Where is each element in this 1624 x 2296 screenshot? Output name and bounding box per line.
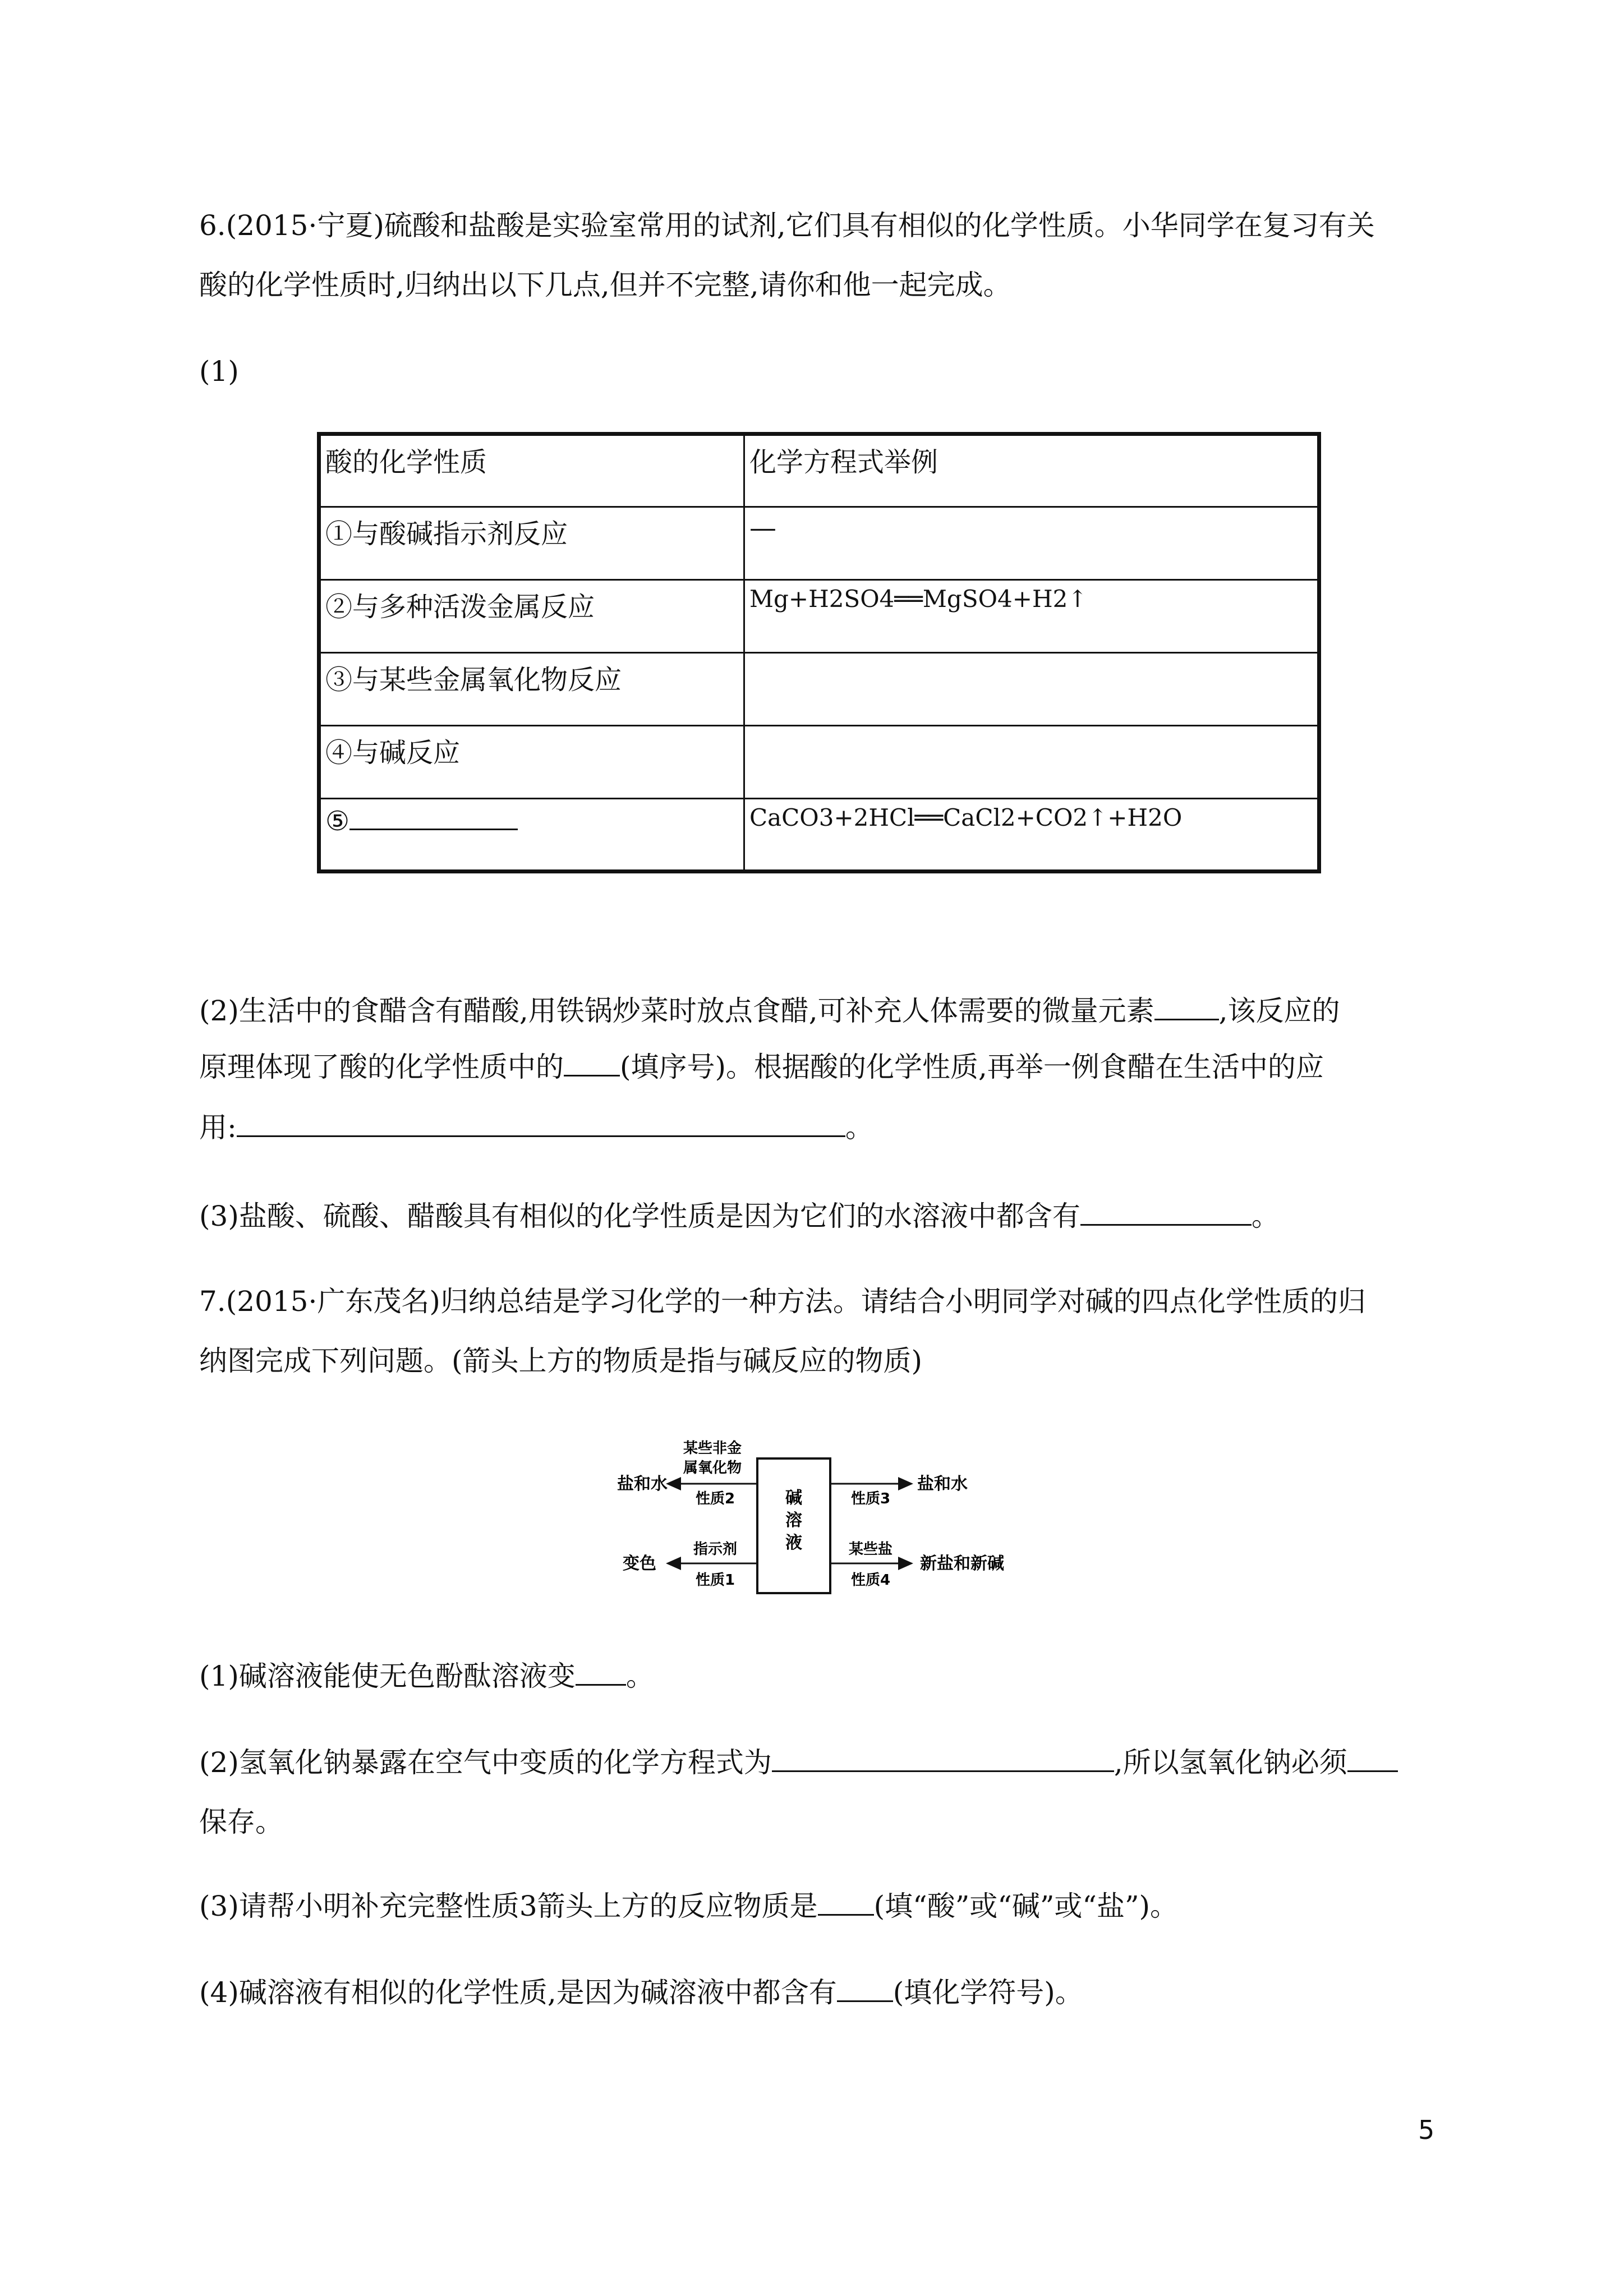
q7-part2-line1 xyxy=(199,1746,1398,1779)
answer-blank[interactable] xyxy=(576,1659,626,1686)
q7-part2-text: (2)氢氧化钠暴露在空气中变质的化学方程式为 xyxy=(199,1746,772,1779)
q6-part3 xyxy=(199,1199,1280,1233)
result-label: 变色 xyxy=(623,1554,656,1573)
q6-part2-text: (2)生活中的食醋含有醋酸,用铁锅炒菜时放点食醋,可补充人体需要的微量元素 xyxy=(199,995,1154,1027)
answer-blank[interactable] xyxy=(837,1976,893,2002)
property-cell: ①与酸碱指示剂反应 xyxy=(319,507,744,580)
q6-part1-label: (1) xyxy=(199,355,239,388)
q6-part2-line2 xyxy=(199,1050,1324,1084)
property-label: 性质3 xyxy=(850,1490,891,1507)
property-label: ⑤ xyxy=(325,806,350,837)
q7-part2-line2: 保存。 xyxy=(199,1806,283,1838)
q6-part2-line3 xyxy=(199,1111,873,1144)
q6-part2-text: 用: xyxy=(199,1111,237,1144)
property-label: 性质2 xyxy=(695,1490,735,1507)
q7-part1 xyxy=(199,1659,654,1693)
answer-blank[interactable] xyxy=(564,1050,620,1076)
equation-cell xyxy=(744,799,1319,872)
q7-part1-text: (1)碱溶液能使无色酚酞溶液变 xyxy=(199,1660,576,1692)
q7-part3-text: (填“酸”或“碱”或“盐”)。 xyxy=(873,1890,1179,1922)
page-number: 5 xyxy=(1418,2115,1435,2145)
q7-part4-text: (4)碱溶液有相似的化学性质,是因为碱溶液中都含有 xyxy=(199,1976,837,2009)
answer-blank[interactable] xyxy=(349,804,518,830)
equation-cell-empty[interactable] xyxy=(744,653,1319,726)
q7-stem-line2: 纳图完成下列问题。(箭头上方的物质是指与碱反应的物质) xyxy=(199,1345,923,1377)
table-row xyxy=(319,507,1319,580)
acid-properties-table xyxy=(317,432,1321,873)
q6-part3-text: 。 xyxy=(1251,1200,1280,1232)
table-row xyxy=(319,580,1319,653)
property-label: 性质4 xyxy=(850,1572,891,1589)
q7-part4 xyxy=(199,1976,1083,2009)
property-cell: ③与某些金属氧化物反应 xyxy=(319,653,744,726)
property-cell xyxy=(319,799,744,872)
property-label: 性质1 xyxy=(695,1572,735,1589)
q6-part2-text: 原理体现了酸的化学性质中的 xyxy=(199,1051,564,1083)
q6-stem-line1: 6.(2015·宁夏)硫酸和盐酸是实验室常用的试剂,它们具有相似的化学性质。小华同学在复习有关 xyxy=(199,209,1375,242)
property-cell: ②与多种活泼金属反应 xyxy=(319,580,744,653)
table-row xyxy=(319,726,1319,799)
q7-part3-text: (3)请帮小明补充完整性质3箭头上方的反应物质是 xyxy=(199,1890,818,1922)
reactant-label: 某些盐 xyxy=(848,1541,893,1558)
base-properties-diagram xyxy=(614,1433,1041,1602)
result-label: 新盐和新碱 xyxy=(920,1554,1004,1573)
property-cell: ④与碱反应 xyxy=(319,726,744,799)
q7-part2-text: ,所以氢氧化钠必须 xyxy=(1114,1746,1347,1779)
answer-blank[interactable] xyxy=(237,1111,845,1137)
center-char: 液 xyxy=(785,1533,802,1553)
equation-cell: — xyxy=(744,507,1319,580)
answer-blank[interactable] xyxy=(818,1889,874,1916)
table-header-equation: 化学方程式举例 xyxy=(744,434,1319,507)
table-row xyxy=(319,653,1319,726)
table-row xyxy=(319,799,1319,872)
q7-part3 xyxy=(199,1889,1178,1923)
equation-text: CaCO3+2HCl══CaCl2+CO2↑+H2O xyxy=(749,804,1183,831)
equation-cell-empty[interactable] xyxy=(744,726,1319,799)
answer-blank[interactable] xyxy=(772,1746,1114,1772)
result-label: 盐和水 xyxy=(917,1474,968,1494)
q7-part4-text: (填化学符号)。 xyxy=(892,1976,1083,2009)
table-header-property: 酸的化学性质 xyxy=(319,434,744,507)
result-label: 盐和水 xyxy=(617,1474,668,1494)
q6-part3-text: (3)盐酸、硫酸、醋酸具有相似的化学性质是因为它们的水溶液中都含有 xyxy=(199,1200,1080,1232)
q6-part2-text: 。 xyxy=(845,1111,873,1144)
q6-part2-text: ,该反应的 xyxy=(1218,995,1340,1027)
q6-part2-line1 xyxy=(199,994,1340,1028)
answer-blank[interactable] xyxy=(1347,1746,1398,1772)
center-char: 碱 xyxy=(785,1488,802,1508)
answer-blank[interactable] xyxy=(1154,994,1219,1020)
q7-part1-text: 。 xyxy=(625,1660,654,1692)
equation-text: Mg+H2SO4══MgSO4+H2↑ xyxy=(749,585,1088,613)
center-char: 溶 xyxy=(785,1511,802,1530)
q6-part2-text: (填序号)。根据酸的化学性质,再举一例食醋在生活中的应 xyxy=(620,1051,1324,1083)
reactant-label: 指示剂 xyxy=(693,1541,738,1558)
reactant-label: 属氧化物 xyxy=(683,1460,742,1476)
reactant-label: 某些非金 xyxy=(683,1440,742,1457)
equation-cell xyxy=(744,580,1319,653)
q7-stem-line1: 7.(2015·广东茂名)归纳总结是学习化学的一种方法。请结合小明同学对碱的四点化学性质的归 xyxy=(199,1285,1366,1318)
answer-blank[interactable] xyxy=(1080,1199,1252,1226)
table-header-row xyxy=(319,434,1319,507)
q6-stem-line2: 酸的化学性质时,归纳出以下几点,但并不完整,请你和他一起完成。 xyxy=(199,269,1011,301)
